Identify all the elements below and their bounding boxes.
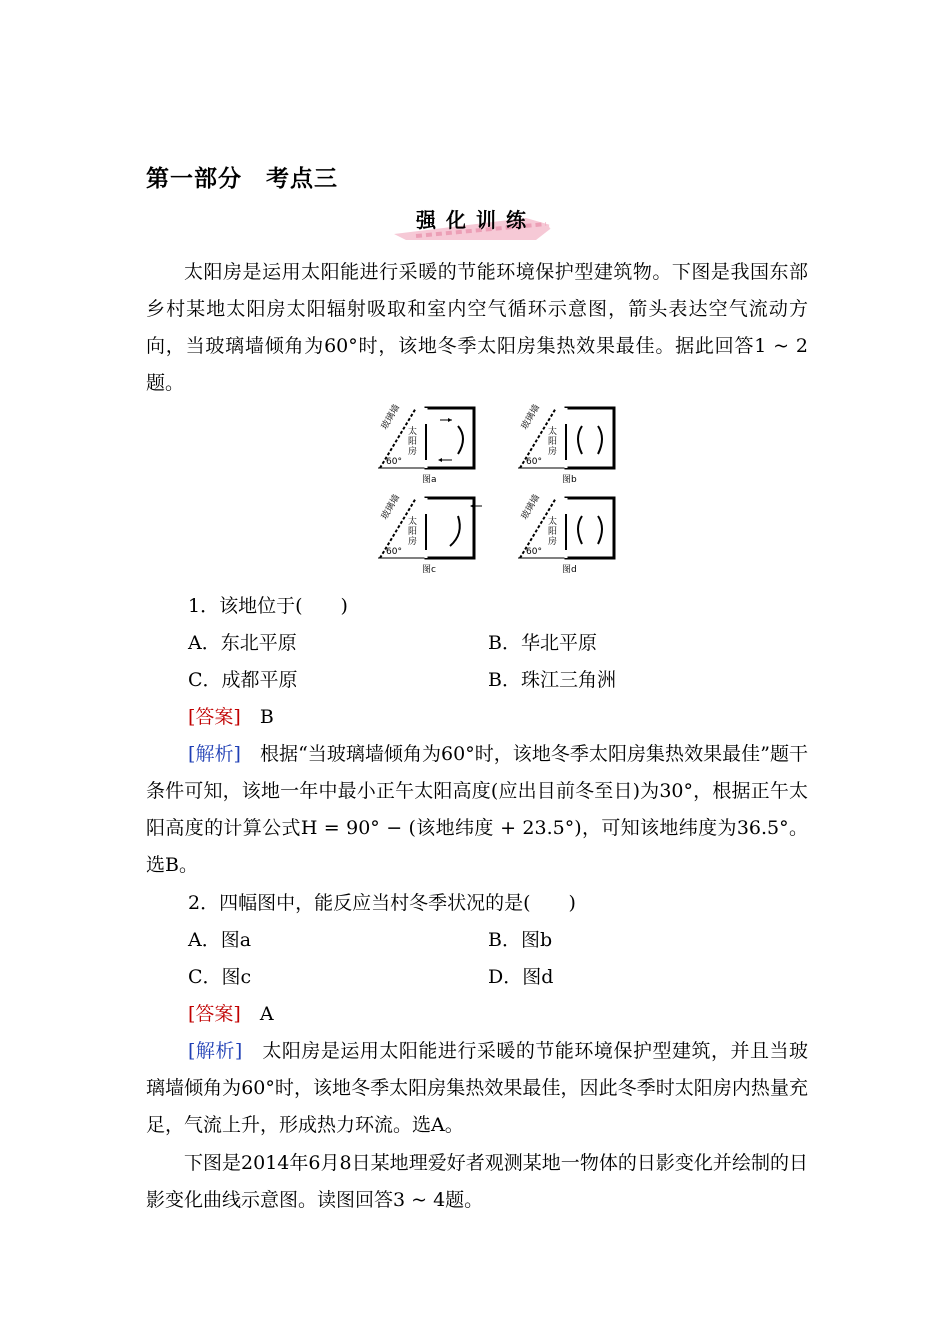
q1-answer-row (188, 699, 274, 736)
svg-text:图b: 图b (562, 475, 577, 485)
banner-text: 强化训练 (416, 208, 536, 232)
svg-text:太: 太 (548, 517, 558, 527)
q2-answer: A (259, 1003, 274, 1025)
svg-text:玻璃墙: 玻璃墙 (379, 493, 403, 522)
training-banner (376, 196, 576, 244)
q2-option-c: C．图c (188, 966, 252, 988)
solar-house-diagram (372, 400, 622, 580)
svg-text:玻璃墙: 玻璃墙 (519, 403, 543, 432)
svg-text:玻璃墙: 玻璃墙 (379, 403, 403, 432)
panel-b (518, 402, 614, 485)
svg-text:房: 房 (548, 447, 558, 457)
svg-text:玻璃墙: 玻璃墙 (519, 493, 543, 522)
answer-tag: [答案] (188, 706, 241, 728)
q2-option-b: B．图b (488, 929, 553, 951)
svg-text:太: 太 (408, 427, 418, 437)
q2-option-d: D．图d (488, 966, 554, 988)
svg-text:阳: 阳 (548, 527, 558, 537)
panel-d (518, 492, 614, 575)
q1-option-c: C．成都平原 (188, 669, 298, 691)
q1-analysis-text: 根据“当玻璃墙倾角为60°时，该地冬季太阳房集热效果最佳”题干条件可知，该地一年中最小正午太阳高度(应出目前冬至日)为30°，根据正午太阳高度的计算公式H = 90° − (该地纬度 + 23.5°)，可知该地纬度为36.5°。选B。 (146, 743, 808, 876)
panel-a (378, 402, 474, 485)
svg-text:图d: 图d (562, 565, 577, 575)
svg-text:太: 太 (408, 517, 418, 527)
q2-answer-row (188, 996, 274, 1033)
solar-house-figure (372, 400, 622, 580)
svg-text:图a: 图a (422, 475, 437, 485)
svg-text:60°: 60° (526, 547, 542, 557)
q1-option-b: B．华北平原 (488, 632, 597, 654)
panel-c (378, 492, 482, 575)
intro-paragraph: 太阳房是运用太阳能进行采暖的节能环境保护型建筑物。下图是我国东部乡村某地太阳房太阳辐射吸取和室内空气循环示意图，箭头表达空气流动方向，当玻璃墙倾角为60°时，该地冬季太阳房集热效果最佳。据此回答1 ~ 2题。 (146, 261, 808, 394)
q1-analysis (146, 736, 808, 884)
q2-option-a: A．图a (188, 929, 252, 951)
svg-text:60°: 60° (386, 547, 402, 557)
svg-text:太: 太 (548, 427, 558, 437)
svg-text:图c: 图c (422, 565, 436, 575)
q2-analysis-text: 太阳房是运用太阳能进行采暖的节能环境保护型建筑，并且当玻璃墙倾角为60°时，该地冬季太阳房集热效果最佳，因此冬季时太阳房内热量充足，气流上升，形成热力环流。选A。 (146, 1040, 808, 1136)
analysis-tag: [解析] (188, 1040, 243, 1062)
svg-text:房: 房 (408, 447, 418, 457)
svg-text:60°: 60° (386, 457, 402, 467)
svg-text:阳: 阳 (408, 527, 418, 537)
q1-option-a: A．东北平原 (188, 632, 297, 654)
svg-text:房: 房 (408, 537, 418, 547)
svg-text:房: 房 (548, 537, 558, 547)
outro-paragraph: 下图是2014年6月8日某地理爱好者观测某地一物体的日影变化并绘制的日影变化曲线示意图。读图回答3 ~ 4题。 (146, 1152, 808, 1211)
q1-option-d: B．珠江三角洲 (488, 669, 616, 691)
q1-answer: B (259, 706, 274, 728)
section-title: 第一部分 考点三 (146, 166, 338, 192)
analysis-tag: [解析] (188, 743, 241, 765)
svg-text:60°: 60° (526, 457, 542, 467)
answer-tag: [答案] (188, 1003, 241, 1025)
question-1-stem: 1．该地位于( ) (188, 595, 348, 617)
question-2-stem: 2．四幅图中，能反应当村冬季状况的是( ) (188, 892, 576, 914)
q2-analysis (146, 1033, 808, 1144)
svg-text:阳: 阳 (548, 437, 558, 447)
svg-text:阳: 阳 (408, 437, 418, 447)
